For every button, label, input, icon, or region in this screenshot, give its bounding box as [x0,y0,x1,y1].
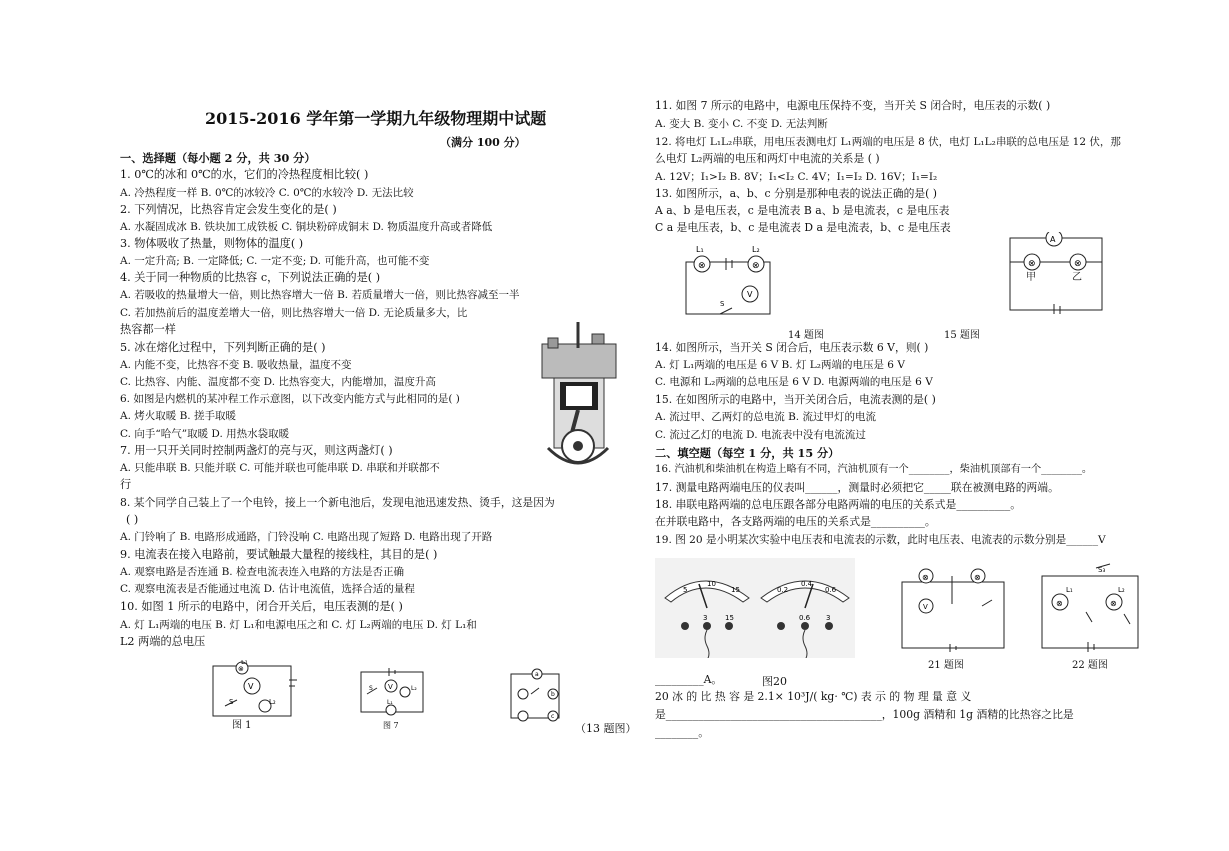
question-line: 15. 在如图所示的电路中，当开关闭合后，电流表测的是( ) [655,393,936,406]
question-line: 17. 测量电路两端电压的仪表叫______，测量时必须把它_____联在被测电路的两端。 [655,481,1059,494]
circuit-figure-13 [505,668,570,726]
svg-text:S: S [229,698,234,706]
question-line: 行 [120,478,132,491]
svg-text:0.6: 0.6 [825,586,837,594]
exam-score: （满分 100 分） [440,136,526,149]
question-line: C. 若加热前后的温度差增大一倍，则比热容增大一倍 D. 无论质量多大，比 [120,307,468,319]
question-line: L2 两端的总电压 [120,635,206,648]
svg-text:0.6: 0.6 [799,614,811,622]
circuit-figure-21 [896,564,1008,652]
svg-text:15: 15 [725,614,734,622]
svg-text:⊗: ⊗ [752,261,760,271]
question-line: 20 冰 的 比 热 容 是 2.1× 10³J/( kg· ℃) 表 示 的 物 理 量 意 义 [655,690,972,703]
question-line: A. 12V；I₁>I₂ B. 8V；I₁<I₂ C. 4V；I₁=I₂ D. 16V；I₁=I₂ [655,171,938,183]
fig14-caption: 14 题图 [788,330,824,341]
svg-text:S: S [369,685,373,692]
question-line: A. 只能串联 B. 只能并联 C. 可能并联也可能串联 D. 串联和并联都不 [120,462,440,474]
svg-text:L₂: L₂ [1118,586,1125,594]
svg-text:0.4: 0.4 [801,580,813,588]
question-line: C. 比热容、内能、温度都不变 D. 比热容变大，内能增加，温度升高 [120,376,436,388]
question-line: A. 观察电路是否连通 B. 检查电流表连入电路的方法是否正确 [120,566,404,578]
fig20-caption: 图20 [762,675,787,688]
meter-figure-20 [655,558,855,658]
svg-text:L₂: L₂ [411,685,417,692]
question-line: 19. 图 20 是小明某次实验中电压表和电流表的示数，此时电压表、电流表的示数分别是______V [655,534,1106,546]
circuit-figure-1 [205,660,300,722]
fig13-caption: （13 题图） [575,722,637,735]
svg-text:⊗: ⊗ [922,573,929,582]
svg-text:L₁: L₁ [387,699,393,706]
question-line: A. 内能不变，比热容不变 B. 吸收热量，温度不变 [120,359,352,371]
svg-text:3: 3 [826,614,831,622]
question-line: A. 灯 L₁两端的电压 B. 灯 L₁和电源电压之和 C. 灯 L₂两端的电压 D. 灯 L₁和 [120,619,477,631]
section-heading: 二、填空题（每空 1 分，共 15 分） [655,446,840,460]
circuit-figure-7 [355,668,430,718]
question-line: 4. 关于同一种物质的比热容 c，下列说法正确的是( ) [120,271,381,284]
question-line: A a、b 是电压表，c 是电流表 B a、b 是电流表，c 是电压表 [655,204,950,217]
question-line: A. 一定升高; B. 一定降低; C. 一定不变; D. 可能升高，也可能不变 [120,255,430,267]
svg-text:c: c [551,713,555,720]
svg-text:V: V [248,682,254,691]
svg-text:A: A [1050,235,1056,244]
fig21-caption: 21 题图 [928,660,964,671]
question-line: C. 流过乙灯的电流 D. 电流表中没有电流流过 [655,429,866,441]
fig7-caption: 图 7 [383,721,399,730]
question-line: A. 灯 L₁两端的电压是 6 V B. 灯 L₂两端的电压是 6 V [655,359,905,371]
question-line: A. 水凝固成冰 B. 铁块加工成铁板 C. 铜块粉碎成铜末 D. 物质温度升高或者降低 [120,221,493,233]
svg-text:V: V [388,683,393,691]
question-line: 2. 下列情况，比热容肯定会发生变化的是( ) [120,203,337,216]
svg-text:b: b [551,691,555,698]
svg-text:10: 10 [707,580,716,588]
svg-text:⊗: ⊗ [698,261,706,271]
question-line: A. 变大 B. 变小 C. 不变 D. 无法判断 [655,118,828,130]
fig1-caption: 图 1 [232,720,252,731]
question-line: 6. 如图是内燃机的某冲程工作示意图，以下改变内能方式与此相同的是( ) [120,393,460,405]
question-line: 11. 如图 7 所示的电路中，电源电压保持不变，当开关 S 闭合时，电压表的示数( ) [655,99,1051,112]
question-line: C. 观察电流表是否能通过电流 D. 估计电流值，选择合适的量程 [120,583,415,595]
svg-text:⊗: ⊗ [1028,259,1036,269]
ammeter-answer-blank: _________A。 [655,673,723,686]
circuit-figure-14 [680,242,780,322]
question-line: 8. 某个同学自己装上了一个电铃，接上一个新电池后，发现电池迅速发热、烫手，这是因为 [120,496,555,509]
svg-text:L₁: L₁ [241,660,248,666]
question-line: A. 烤火取暖 B. 搓手取暖 [120,410,236,422]
question-line: ( ) [126,513,139,526]
question-line: 7. 用一只开关同时控制两盏灯的亮与灭，则这两盏灯( ) [120,444,393,457]
svg-text:5: 5 [683,586,688,594]
question-line: 12. 将电灯 L₁L₂串联，用电压表测电灯 L₁两端的电压是 8 伏，电灯 L₁L₂串联的总电压是 12 伏，那 [655,136,1121,148]
svg-text:⊗: ⊗ [238,665,244,673]
svg-text:S₃: S₃ [1098,566,1106,574]
svg-text:⊗: ⊗ [974,573,981,582]
svg-text:⊗: ⊗ [1110,599,1117,608]
circuit-figure-15 [990,232,1108,314]
svg-text:S: S [720,300,725,308]
question-line: C. 电源和 L₂两端的总电压是 6 V D. 电源两端的电压是 6 V [655,376,933,388]
question-line: ________。 [655,726,709,739]
svg-text:0.2: 0.2 [777,586,789,594]
svg-text:L₁: L₁ [1066,586,1073,594]
question-line: C. 向手“哈气”取暖 D. 用热水袋取暖 [120,428,290,440]
question-line: 热容都一样 [120,323,176,336]
fig22-caption: 22 题图 [1072,660,1108,671]
svg-text:a: a [535,671,539,678]
section-heading: 一、选择题（每小题 2 分，共 30 分） [120,151,316,165]
svg-text:L₁: L₁ [696,245,704,254]
question-line: 么电灯 L₂两端的电压和两灯中电流的关系是 ( ) [655,152,880,165]
question-line: A. 若吸收的热量增大一倍，则比热容增大一倍 B. 若质量增大一倍，则比热容减至一半 [120,289,520,301]
exam-title: 2015-2016 学年第一学期九年级物理期中试题 [205,109,547,128]
svg-text:V: V [747,290,753,299]
question-line: A. 冷热程度一样 B. 0℃的冰较冷 C. 0℃的水较冷 D. 无法比较 [120,187,414,199]
question-line: 14. 如图所示，当开关 S 闭合后，电压表示数 6 V，则( ) [655,341,929,354]
svg-text:3: 3 [703,614,708,622]
question-line: 18. 串联电路两端的总电压跟各部分电路两端的电压的关系式是__________。 [655,498,1022,511]
engine-diagram [538,318,620,468]
question-line: 13. 如图所示，a、b、c 分别是那种电表的说法正确的是( ) [655,187,938,200]
svg-text:⊗: ⊗ [1056,599,1063,608]
question-line: A. 流过甲、乙两灯的总电流 B. 流过甲灯的电流 [655,411,876,423]
svg-text:L₂: L₂ [752,245,760,254]
question-line: 10. 如图 1 所示的电路中，闭合开关后，电压表测的是( ) [120,600,403,613]
fig15-caption: 15 题图 [944,330,980,341]
question-line: 是________________________________________，100g 酒精和 1g 酒精的比热容之比是 [655,708,1074,721]
question-line: 5. 冰在熔化过程中，下列判断正确的是( ) [120,341,326,354]
question-line: 3. 物体吸收了热量，则物体的温度( ) [120,237,304,250]
lamp-yi-label: 乙 [1072,272,1082,283]
question-line: C a 是电压表，b、c 是电流表 D a 是电流表，b、c 是电压表 [655,221,951,234]
question-line: 在并联电路中，各支路两端的电压的关系式是__________。 [655,515,936,528]
svg-text:⊗: ⊗ [1074,259,1082,269]
svg-text:L₂: L₂ [269,698,276,706]
question-line: 1. 0℃的冰和 0℃的水，它们的冷热程度相比较( ) [120,168,369,181]
question-line: A. 门铃响了 B. 电路形成通路，门铃没响 C. 电路出现了短路 D. 电路出现了开路 [120,531,493,543]
circuit-figure-22 [1036,562,1144,652]
lamp-jia-label: 甲 [1026,272,1036,283]
question-line: 16. 汽油机和柴油机在构造上略有不同，汽油机顶有一个________，柴油机顶部有一个________。 [655,464,1093,475]
question-line: 9. 电流表在接入电路前，要试触最大量程的接线柱，其目的是( ) [120,548,438,561]
svg-text:15: 15 [731,586,740,594]
svg-text:V: V [923,603,928,611]
